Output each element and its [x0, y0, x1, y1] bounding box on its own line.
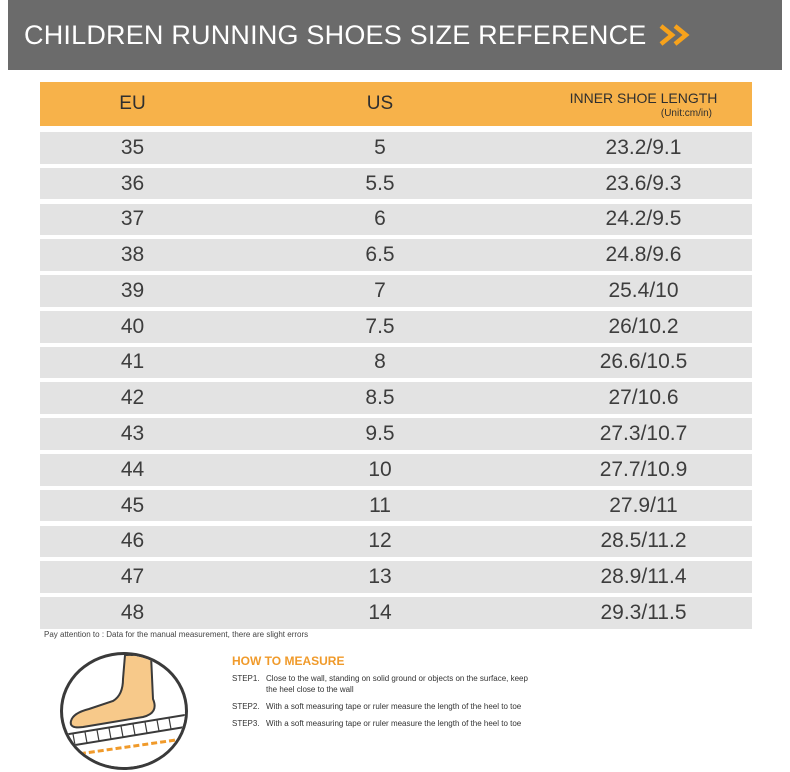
step-2	[232, 701, 532, 712]
header-eu: EU	[119, 93, 146, 114]
cell-length: 24.8/9.6	[605, 243, 682, 267]
step-label: STEP1.	[232, 674, 260, 683]
cell-eu: 35	[120, 135, 145, 159]
measurement-note: Pay attention to : Data for the manual measurement, there are slight errors	[44, 630, 309, 639]
cell-length: 27.7/10.9	[599, 457, 688, 481]
cell-eu: 45	[120, 493, 145, 517]
page-title: CHILDREN RUNNING SHOES SIZE REFERENCE	[24, 19, 647, 50]
cell-us: 10	[368, 457, 392, 481]
step-text: With a soft measuring tape or ruler measure the length of the heel to toe	[266, 719, 522, 728]
cell-length: 27.3/10.7	[599, 422, 688, 446]
table-row	[40, 204, 752, 236]
table-row	[40, 132, 752, 164]
table-row	[40, 239, 752, 271]
step-label: STEP3.	[232, 719, 260, 728]
cell-eu: 41	[120, 350, 145, 374]
cell-us: 7.5	[365, 314, 395, 338]
cell-length: 28.5/11.2	[600, 529, 687, 553]
cell-us: 14	[368, 600, 392, 624]
cell-eu: 47	[120, 565, 145, 589]
cell-eu: 48	[120, 600, 145, 624]
cell-eu: 46	[120, 529, 145, 553]
table-body	[40, 132, 752, 629]
header-length-label: INNER SHOE LENGTH	[569, 89, 718, 106]
cell-eu: 38	[120, 243, 145, 267]
cell-eu: 37	[120, 207, 145, 231]
cell-us: 7	[374, 278, 386, 302]
cell-length: 26/10.2	[608, 314, 679, 338]
cell-us: 8.5	[365, 386, 395, 410]
how-to-measure	[232, 654, 532, 735]
table-row	[40, 454, 752, 486]
cell-eu: 39	[120, 278, 145, 302]
table-row	[40, 418, 752, 450]
header-us: US	[366, 93, 394, 114]
cell-eu: 40	[120, 314, 145, 338]
table-row	[40, 168, 752, 200]
cell-us: 6.5	[365, 243, 395, 267]
cell-eu: 42	[120, 386, 145, 410]
cell-us: 11	[369, 493, 391, 517]
cell-length: 23.2/9.1	[605, 135, 682, 159]
cell-eu: 44	[120, 457, 145, 481]
table-header	[40, 82, 752, 126]
double-chevron-right-icon	[658, 23, 698, 47]
cell-length: 28.9/11.4	[600, 565, 687, 589]
cell-us: 12	[368, 529, 392, 553]
cell-us: 5.5	[365, 171, 395, 195]
table-row	[40, 561, 752, 593]
cell-length: 27.9/11	[609, 493, 678, 517]
table-row	[40, 311, 752, 343]
cell-us: 6	[374, 207, 386, 231]
step-1	[232, 673, 532, 695]
step-3	[232, 718, 532, 729]
cell-length: 27/10.6	[608, 386, 679, 410]
title-banner	[8, 0, 782, 70]
table-row	[40, 597, 752, 629]
cell-us: 13	[368, 565, 392, 589]
cell-length: 26.6/10.5	[599, 350, 688, 374]
step-text: With a soft measuring tape or ruler measure the length of the heel to toe	[266, 702, 522, 711]
size-table	[40, 82, 752, 633]
header-length-unit: (Unit:cm/in)	[660, 107, 712, 119]
cell-length: 23.6/9.3	[605, 171, 682, 195]
table-row	[40, 490, 752, 522]
step-text: Close to the wall, standing on solid ground or objects on the surface, keep the heel close to the wall	[266, 674, 528, 694]
table-row	[40, 347, 752, 379]
header-inner-length	[535, 90, 752, 119]
cell-length: 24.2/9.5	[605, 207, 682, 231]
cell-eu: 36	[120, 171, 145, 195]
step-label: STEP2.	[232, 702, 260, 711]
cell-us: 9.5	[365, 422, 395, 446]
cell-us: 8	[374, 350, 386, 374]
how-to-measure-title: HOW TO MEASURE	[232, 654, 345, 668]
cell-us: 5	[374, 135, 386, 159]
cell-length: 29.3/11.5	[600, 600, 687, 624]
table-row	[40, 275, 752, 307]
cell-eu: 43	[120, 422, 145, 446]
table-row	[40, 382, 752, 414]
table-row	[40, 526, 752, 558]
foot-on-ruler-icon	[60, 652, 188, 770]
cell-length: 25.4/10	[608, 278, 679, 302]
